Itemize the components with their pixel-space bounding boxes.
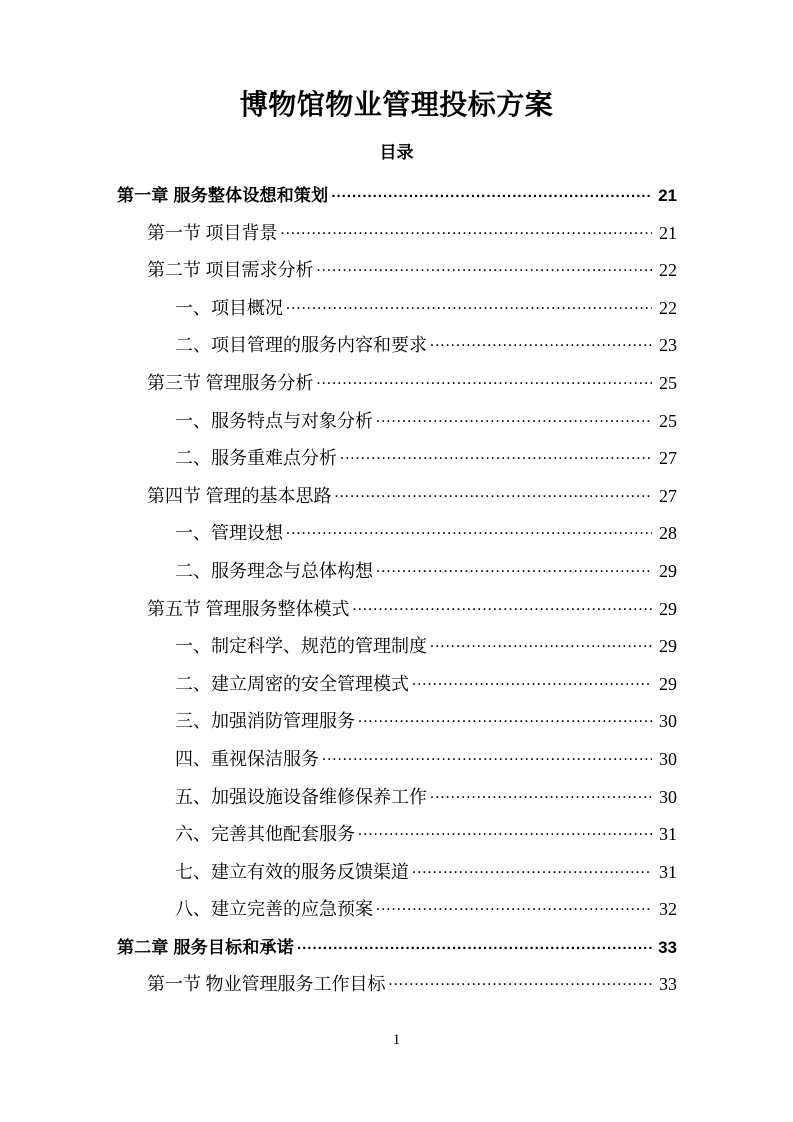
toc-entry-label: 第三节 管理服务分析: [147, 372, 314, 393]
toc-dot-leader: [376, 409, 652, 427]
toc-dot-leader: [340, 446, 652, 464]
toc-entry-page-number: 28: [659, 523, 677, 544]
toc-dot-leader: [430, 333, 652, 351]
toc-dot-leader: [286, 296, 652, 314]
toc-entry-page-number: 27: [659, 448, 677, 469]
toc-entry-page-number: 30: [659, 786, 677, 807]
toc-entry-page-number: 31: [659, 824, 677, 845]
toc-entry-page-number: 29: [659, 636, 677, 657]
toc-dot-leader: [297, 936, 652, 953]
toc-entry-page-number: 22: [659, 260, 677, 281]
toc-dot-leader: [317, 371, 653, 389]
toc-dot-leader: [358, 709, 652, 727]
toc-entry-label: 二、项目管理的服务内容和要求: [175, 335, 427, 356]
toc-entry[interactable]: [147, 256, 677, 294]
footer-page-number: 1: [392, 1032, 401, 1048]
toc-entry-label: 四、重视保洁服务: [175, 748, 319, 769]
toc-dot-leader: [389, 972, 653, 990]
toc-entry[interactable]: [175, 294, 677, 332]
toc-entry[interactable]: [175, 783, 677, 821]
toc-entry[interactable]: [175, 632, 677, 670]
toc-entry-label: 七、建立有效的服务反馈渠道: [175, 861, 409, 882]
toc-entry-page-number: 25: [659, 410, 677, 431]
toc-entry-label: 一、制定科学、规范的管理制度: [175, 636, 427, 657]
toc-heading: 目录: [379, 143, 414, 162]
toc-entry[interactable]: [175, 745, 677, 783]
toc-entry-page-number: 25: [659, 372, 677, 393]
toc-entry-label: 第四节 管理的基本思路: [147, 485, 332, 506]
toc-entry-page-number: 29: [659, 673, 677, 694]
toc-entry[interactable]: [117, 933, 677, 971]
toc-dot-leader: [376, 897, 652, 915]
toc-entry[interactable]: [147, 369, 677, 407]
toc-dot-leader: [376, 559, 652, 577]
toc-entry-page-number: 23: [659, 335, 677, 356]
toc-entry[interactable]: [175, 820, 677, 858]
toc-entry-label: 五、加强设施设备维修保养工作: [175, 786, 427, 807]
toc-entry-page-number: 21: [659, 222, 677, 243]
toc-entry-label: 第一节 物业管理服务工作目标: [147, 974, 386, 995]
toc-entry-label: 二、建立周密的安全管理模式: [175, 673, 409, 694]
toc-entry-page-number: 32: [659, 899, 677, 920]
toc-entry-page-number: 33: [659, 974, 677, 995]
toc-dot-leader: [358, 822, 652, 840]
toc-entry[interactable]: [175, 519, 677, 557]
toc-dot-leader: [430, 634, 652, 652]
toc-entry[interactable]: [175, 557, 677, 595]
toc-dot-leader: [322, 747, 652, 765]
toc-dot-leader: [286, 521, 652, 539]
toc-entry-label: 八、建立完善的应急预案: [175, 899, 373, 920]
toc-entry-label: 三、加强消防管理服务: [175, 711, 355, 732]
toc-entry-page-number: 27: [659, 485, 677, 506]
toc-entry-page-number: 29: [659, 598, 677, 619]
toc-dot-leader: [281, 221, 653, 239]
toc-entry-label: 第一章 服务整体设想和策划: [117, 186, 329, 205]
toc-entry[interactable]: [175, 444, 677, 482]
toc-entry-label: 一、项目概况: [175, 297, 283, 318]
toc-entry-label: 第二节 项目需求分析: [147, 260, 314, 281]
page-title: 博物馆物业管理投标方案: [239, 89, 554, 120]
toc-entry[interactable]: [147, 595, 677, 633]
toc-entry-page-number: 22: [659, 297, 677, 318]
toc-entry[interactable]: [175, 858, 677, 896]
toc-entry-page-number: 30: [659, 711, 677, 732]
toc-entry-label: 第一节 项目背景: [147, 222, 278, 243]
toc-entry-label: 第二章 服务目标和承诺: [117, 937, 294, 957]
toc-dot-leader: [331, 184, 652, 201]
toc-entry-page-number: 33: [658, 937, 677, 957]
toc-entry[interactable]: [175, 331, 677, 369]
toc-entry[interactable]: [117, 181, 677, 219]
toc-dot-leader: [317, 258, 653, 276]
toc-entry-page-number: 31: [659, 861, 677, 882]
toc-entry-label: 六、完善其他配套服务: [175, 824, 355, 845]
table-of-contents: [117, 181, 677, 1008]
toc-entry-label: 一、服务特点与对象分析: [175, 410, 373, 431]
toc-entry[interactable]: [147, 970, 677, 1008]
toc-entry[interactable]: [175, 407, 677, 445]
toc-entry[interactable]: [175, 895, 677, 933]
toc-dot-leader: [412, 860, 652, 878]
toc-entry-label: 二、服务理念与总体构想: [175, 560, 373, 581]
toc-entry[interactable]: [147, 219, 677, 257]
toc-entry[interactable]: [175, 707, 677, 745]
toc-entry-label: 二、服务重难点分析: [175, 448, 337, 469]
toc-dot-leader: [335, 484, 653, 502]
toc-entry[interactable]: [175, 670, 677, 708]
toc-dot-leader: [412, 672, 652, 690]
toc-entry-page-number: 21: [658, 186, 677, 205]
toc-dot-leader: [430, 785, 652, 803]
toc-entry-label: 第五节 管理服务整体模式: [147, 598, 350, 619]
toc-entry-label: 一、管理设想: [175, 523, 283, 544]
toc-entry-page-number: 30: [659, 748, 677, 769]
toc-dot-leader: [353, 597, 653, 615]
toc-entry[interactable]: [147, 482, 677, 520]
toc-entry-page-number: 29: [659, 560, 677, 581]
